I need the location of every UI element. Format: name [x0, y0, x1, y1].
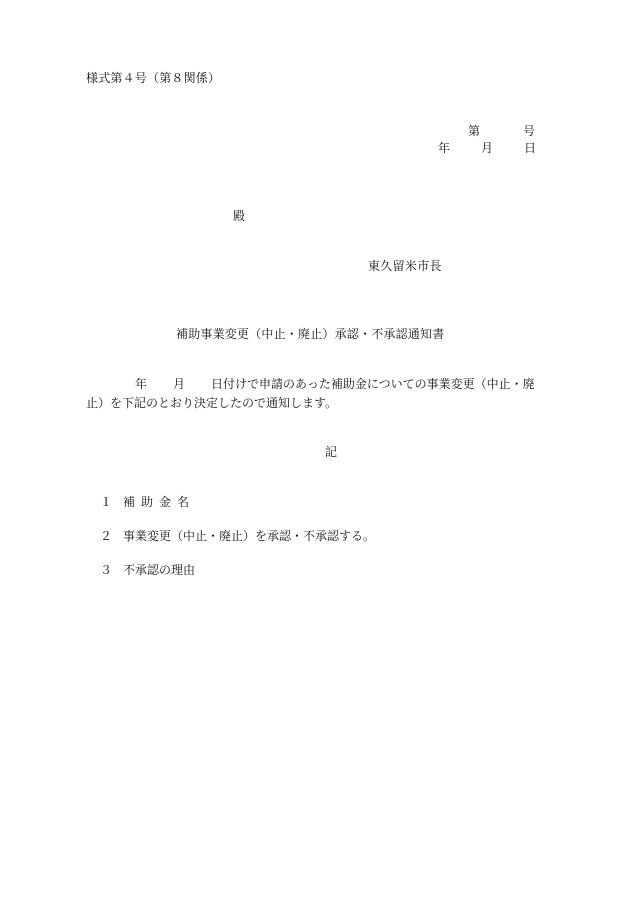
body-month-label: 月 — [173, 377, 186, 391]
addressee-suffix: 殿 — [233, 209, 246, 223]
number-suffix: 号 — [523, 124, 536, 138]
year-label: 年 — [438, 141, 451, 155]
item-number: ３ — [100, 563, 113, 577]
item-text: 補助金名 — [123, 495, 196, 509]
sender-name: 東久留米市長 — [368, 259, 442, 273]
month-label: 月 — [481, 141, 494, 155]
document-title: 補助事業変更（中止・廃止）承認・不承認通知書 — [176, 327, 445, 341]
body-line-1-text: 日付けで申請のあった補助金についての事業変更（中止・廃 — [211, 377, 535, 391]
body-line-2: 止）を下記のとおり決定したので通知します。 — [86, 396, 338, 410]
item-number: ２ — [100, 529, 113, 543]
number-prefix: 第 — [468, 124, 481, 138]
item-number: １ — [100, 495, 113, 509]
day-label: 日 — [524, 141, 537, 155]
item-text: 不承認の理由 — [123, 563, 196, 577]
ki-heading: 記 — [325, 445, 338, 459]
form-number: 様式第４号（第８関係） — [86, 71, 221, 85]
item-text: 事業変更（中止・廃止）を承認・不承認する。 — [123, 529, 376, 543]
body-year-label: 年 — [135, 377, 148, 391]
